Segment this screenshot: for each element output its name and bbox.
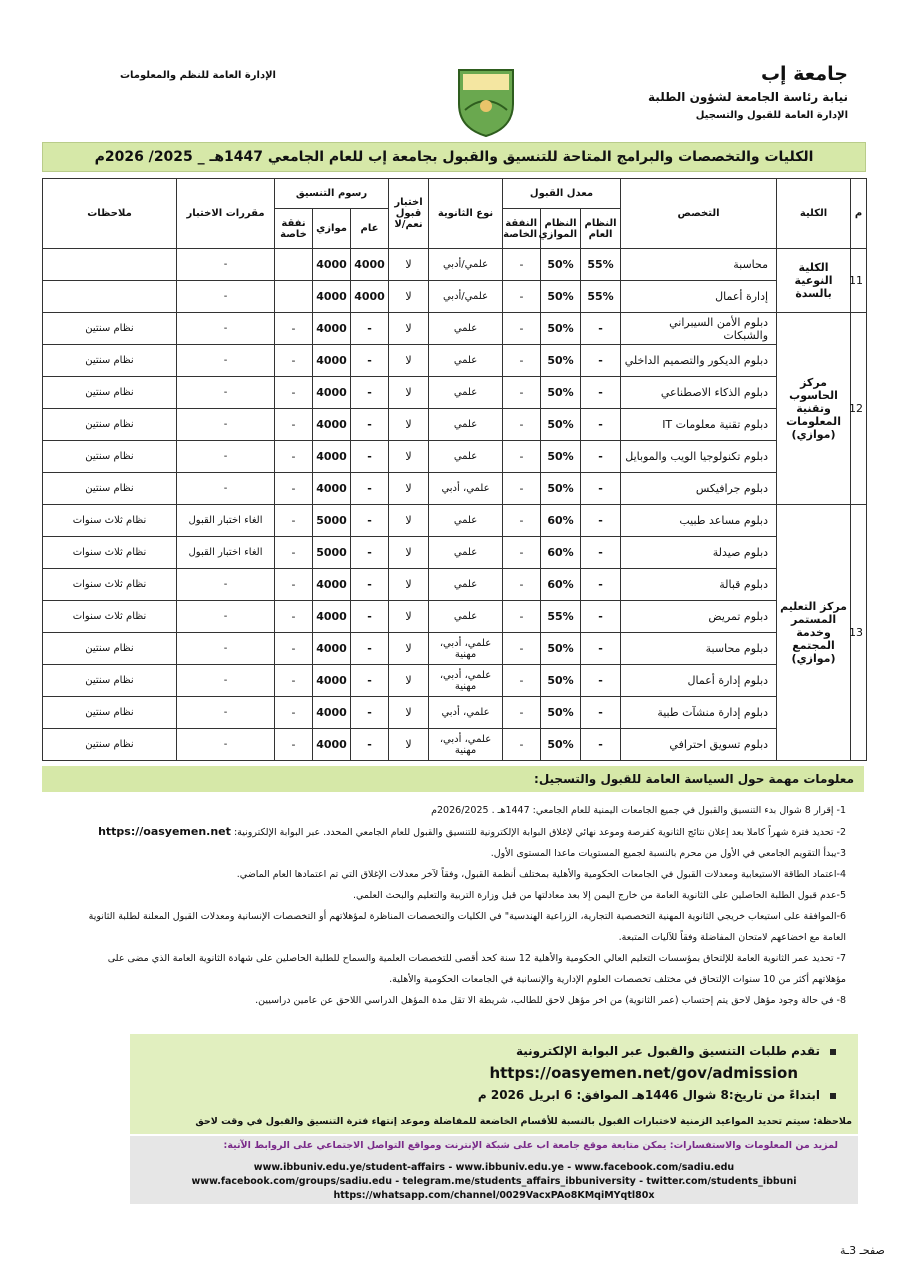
fee-private-cell [275, 249, 313, 281]
test-courses-cell: - [177, 377, 275, 409]
school-type-cell: علمي، أدبي، مهنية [429, 633, 503, 665]
rate-general-cell: - [581, 473, 621, 505]
rate-general-cell: - [581, 409, 621, 441]
fee-general-cell: - [351, 473, 389, 505]
test-courses-cell: - [177, 473, 275, 505]
table-row [43, 345, 867, 377]
th-fee-general: عام [351, 209, 389, 249]
rate-parallel-cell: 50% [541, 697, 581, 729]
test-courses-cell: - [177, 633, 275, 665]
table-row [43, 633, 867, 665]
test-courses-cell: - [177, 601, 275, 633]
rate-parallel-cell: 50% [541, 729, 581, 761]
rate-parallel-cell: 50% [541, 441, 581, 473]
contacts-links-row2[interactable]: www.facebook.com/groups/sadiu.edu - telegram.me/students_affairs_ibbuniversity - twitter.com/students_ibbuni [191, 1176, 797, 1187]
table-row [43, 665, 867, 697]
fee-parallel-cell: 4000 [313, 409, 351, 441]
specialty-cell: دبلوم محاسبة [621, 633, 777, 665]
test-courses-cell: الغاء اختبار القبول [177, 505, 275, 537]
row-number: 13 [851, 505, 867, 761]
fee-private-cell: - [275, 313, 313, 345]
specialty-cell: دبلوم صيدلة [621, 537, 777, 569]
test-courses-cell: - [177, 665, 275, 697]
test-cell: لا [389, 697, 429, 729]
remarks-cell: نظام ثلاث سنوات [43, 601, 177, 633]
fee-general-cell: - [351, 505, 389, 537]
page-title: الكليات والتخصصات والبرامج المتاحة للتنسيق والقبول بجامعة إب للعام الجامعي 1447هـ _ 2025/ 2026م [42, 142, 866, 172]
school-type-cell: علمي [429, 505, 503, 537]
table-row [43, 281, 867, 313]
rate-parallel-cell: 50% [541, 281, 581, 313]
remarks-cell: نظام سنتين [43, 441, 177, 473]
rate-parallel-cell: 50% [541, 249, 581, 281]
info-item: 5-عدم قبول الطلبة الحاصلين على الثانوية العامة من خارج اليمن إلا بعد معادلتها من قبل وزارة التربية والتعليم والبحث العلمي. [352, 890, 846, 901]
rate-parallel-cell: 50% [541, 633, 581, 665]
test-courses-cell: - [177, 281, 275, 313]
table-row [43, 729, 867, 761]
th-college: الكلية [777, 179, 851, 249]
table-row [43, 441, 867, 473]
rate-general-cell: 55% [581, 249, 621, 281]
table-row [43, 537, 867, 569]
fee-private-cell [275, 281, 313, 313]
test-cell: لا [389, 281, 429, 313]
info-item: 2- تحديد فترة شهراً كاملا بعد إعلان نتائج الثانوية كفرصة وموعد نهائي لإغلاق البوابة الإلكترونية للتنسيق والقبول للعام الجامعي المحدد. عبر البوابة الإلكترونية: https://oasyemen.net [98, 825, 846, 838]
fee-parallel-cell: 4000 [313, 377, 351, 409]
th-fee-parallel: موازي [313, 209, 351, 249]
table-row [43, 377, 867, 409]
university-logo-icon [455, 62, 517, 138]
rate-parallel-cell: 60% [541, 505, 581, 537]
test-cell: لا [389, 569, 429, 601]
th-test: اختبار قبول نعم/لا [389, 179, 429, 249]
rate-private-cell: - [503, 377, 541, 409]
rate-general-cell: - [581, 729, 621, 761]
fee-general-cell: - [351, 537, 389, 569]
fee-general-cell: 4000 [351, 281, 389, 313]
fee-general-cell: - [351, 377, 389, 409]
rate-general-cell: - [581, 441, 621, 473]
test-cell: لا [389, 537, 429, 569]
fee-general-cell: - [351, 601, 389, 633]
school-type-cell: علمي، أدبي [429, 473, 503, 505]
contacts-question: لمزيد من المعلومات والاستفسارات: يمكن متابعة موقع جامعة اب على شبكة الإنترنت ومواقع التواصل الاجتماعي على الروابط الآتية: [223, 1140, 838, 1151]
table-row [43, 313, 867, 345]
specialty-cell: دبلوم تسويق احترافي [621, 729, 777, 761]
school-type-cell: علمي [429, 441, 503, 473]
fee-parallel-cell: 4000 [313, 313, 351, 345]
rate-general-cell: - [581, 569, 621, 601]
remarks-cell: نظام سنتين [43, 345, 177, 377]
school-type-cell: علمي/أدبي [429, 281, 503, 313]
college-cell: مركز الحاسوب وتقنية المعلومات (موازي) [777, 313, 851, 505]
specialty-cell: محاسبة [621, 249, 777, 281]
rate-general-cell: - [581, 377, 621, 409]
rate-private-cell: - [503, 441, 541, 473]
specialty-cell: دبلوم الذكاء الاصطناعي [621, 377, 777, 409]
school-type-cell: علمي [429, 409, 503, 441]
rate-general-cell: - [581, 665, 621, 697]
specialty-cell: دبلوم جرافيكس [621, 473, 777, 505]
rate-private-cell: - [503, 281, 541, 313]
rate-private-cell: - [503, 473, 541, 505]
info-item: 1- إقرار 8 شوال بدء التنسيق والقبول في جميع الجامعات اليمنية للعام الجامعي: 1447هـ . 2026/2025م [431, 805, 846, 816]
row-number: 12 [851, 313, 867, 505]
rate-general-cell: - [581, 697, 621, 729]
rate-private-cell: - [503, 409, 541, 441]
remarks-cell: نظام سنتين [43, 665, 177, 697]
rate-private-cell: - [503, 601, 541, 633]
specialty-cell: دبلوم الديكور والتصميم الداخلي [621, 345, 777, 377]
remarks-cell [43, 249, 177, 281]
test-cell: لا [389, 505, 429, 537]
school-type-cell: علمي/أدبي [429, 249, 503, 281]
rate-parallel-cell: 50% [541, 409, 581, 441]
test-cell: لا [389, 377, 429, 409]
fee-parallel-cell: 5000 [313, 505, 351, 537]
th-num: م [851, 179, 867, 249]
fee-private-cell: - [275, 569, 313, 601]
deputyship-name: نيابة رئاسة الجامعة لشؤون الطلبة [648, 90, 848, 104]
th-fee-private: نفقة خاصة [275, 209, 313, 249]
rate-parallel-cell: 50% [541, 665, 581, 697]
test-courses-cell: - [177, 697, 275, 729]
specialty-cell: دبلوم إدارة منشآت طبية [621, 697, 777, 729]
fee-general-cell: - [351, 569, 389, 601]
fee-parallel-cell: 4000 [313, 601, 351, 633]
page-number: صفحـ 3ـة [840, 1244, 885, 1257]
table-row [43, 505, 867, 537]
rate-parallel-cell: 60% [541, 569, 581, 601]
fee-private-cell: - [275, 633, 313, 665]
info-item: 8- في حالة وجود مؤهل لاحق يتم إحتساب (عمر الثانوية) من اخر مؤهل لاحق للطالب، شريطة الا تقل مدة المؤهل الدراسي اللاحق عن عامين دراسيين. [255, 995, 846, 1006]
bullet-icon [830, 1049, 836, 1055]
rate-private-cell: - [503, 633, 541, 665]
rate-general-cell: 55% [581, 281, 621, 313]
fee-private-cell: - [275, 377, 313, 409]
fee-private-cell: - [275, 441, 313, 473]
fee-general-cell: - [351, 729, 389, 761]
rate-private-cell: - [503, 537, 541, 569]
remarks-cell: نظام سنتين [43, 697, 177, 729]
info-item: 6-الموافقة على استيعاب خريجي الثانوية المهنية التخصصية التجارية، الزراعية الهندسية" في الكليات والتخصصات المناظرة لمؤهلاتهم أو التخصصات الإنسانية ومعدلات القبول المعلنة لطلبة الثانوية [88, 911, 846, 922]
info-item: مؤهلاتهم أكثر من 10 سنوات الإلتحاق في مختلف تخصصات العلوم الإدارية والإنسانية في الجامعات الحكومية والأهلية. [389, 974, 846, 985]
fee-parallel-cell: 4000 [313, 729, 351, 761]
th-rate: معدل القبول [503, 179, 621, 209]
specialty-cell: إدارة أعمال [621, 281, 777, 313]
test-cell: لا [389, 249, 429, 281]
table-row [43, 409, 867, 441]
fee-parallel-cell: 4000 [313, 345, 351, 377]
th-rate-private: النفقة الخاصة [503, 209, 541, 249]
test-courses-cell: - [177, 313, 275, 345]
fee-parallel-cell: 4000 [313, 249, 351, 281]
rate-private-cell: - [503, 569, 541, 601]
rate-private-cell: - [503, 345, 541, 377]
rate-general-cell: - [581, 633, 621, 665]
th-test-courses: مقررات الاختبار [177, 179, 275, 249]
school-type-cell: علمي [429, 569, 503, 601]
remarks-cell: نظام سنتين [43, 377, 177, 409]
info-item: 3-يبدأ التقويم الجامعي في الأول من محرم بالنسبة لجميع المستويات ماعدا المستوى الأول. [490, 848, 846, 859]
test-cell: لا [389, 601, 429, 633]
table-row [43, 569, 867, 601]
test-courses-cell: - [177, 441, 275, 473]
school-type-cell: علمي [429, 313, 503, 345]
th-rate-general: النظام العام [581, 209, 621, 249]
fee-parallel-cell: 4000 [313, 441, 351, 473]
test-cell: لا [389, 313, 429, 345]
specialty-cell: دبلوم قبالة [621, 569, 777, 601]
info-heading-text: معلومات مهمة حول السياسة العامة للقبول والتسجيل: [534, 772, 854, 786]
school-type-cell: علمي، أدبي [429, 697, 503, 729]
test-cell: لا [389, 633, 429, 665]
test-cell: لا [389, 473, 429, 505]
rate-parallel-cell: 50% [541, 313, 581, 345]
fee-parallel-cell: 5000 [313, 537, 351, 569]
contacts-box [130, 1136, 858, 1204]
test-courses-cell: - [177, 249, 275, 281]
fee-private-cell: - [275, 601, 313, 633]
remarks-cell: نظام ثلاث سنوات [43, 569, 177, 601]
fee-private-cell: - [275, 697, 313, 729]
college-cell: مركز التعليم المستمر وخدمة المجتمع (موازي) [777, 505, 851, 761]
contacts-links-row3[interactable]: https://whatsapp.com/channel/0029VacxPAo8KMqiMYqtl80x [333, 1190, 655, 1201]
school-type-cell: علمي، أدبي، مهنية [429, 665, 503, 697]
th-school-type: نوع الثانوية [429, 179, 503, 249]
test-cell: لا [389, 441, 429, 473]
systems-dept: الإدارة العامة للنظم والمعلومات [120, 70, 276, 81]
fee-general-cell: - [351, 345, 389, 377]
apply-date: ابتداءً من تاريخ:8 شوال 1446هـ الموافق: 6 ابريل 2026 م [478, 1088, 836, 1102]
remarks-cell: نظام سنتين [43, 409, 177, 441]
test-cell: لا [389, 345, 429, 377]
info-heading [42, 766, 864, 792]
fee-general-cell: - [351, 313, 389, 345]
fee-private-cell: - [275, 505, 313, 537]
test-courses-cell: الغاء اختبار القبول [177, 537, 275, 569]
info-item: 7- تحديد عمر الثانوية العامة للإلتحاق بمؤسسات التعليم العالي الحكومية والأهلية 12 سنة كحد أقصى للتخصصات العلمية والسماح للطلبة الحاصلين على شهادة الثانوية العامة الذي مضى على [107, 953, 846, 964]
test-cell: لا [389, 729, 429, 761]
rate-private-cell: - [503, 665, 541, 697]
fee-private-cell: - [275, 409, 313, 441]
specialty-cell: دبلوم تكنولوجيا الويب والموبايل [621, 441, 777, 473]
specialty-cell: دبلوم تقنية معلومات IT [621, 409, 777, 441]
rate-parallel-cell: 55% [541, 601, 581, 633]
fee-general-cell: - [351, 409, 389, 441]
university-name: جامعة إب [760, 63, 848, 85]
rate-private-cell: - [503, 505, 541, 537]
rate-general-cell: - [581, 345, 621, 377]
fee-private-cell: - [275, 665, 313, 697]
college-cell: الكلية النوعية بالسدة [777, 249, 851, 313]
fee-general-cell: - [351, 633, 389, 665]
rate-parallel-cell: 50% [541, 345, 581, 377]
fee-general-cell: - [351, 441, 389, 473]
rate-general-cell: - [581, 313, 621, 345]
fee-private-cell: - [275, 729, 313, 761]
bullet-icon [830, 1093, 836, 1099]
remarks-cell: نظام سنتين [43, 473, 177, 505]
info-list [34, 800, 846, 1011]
school-type-cell: علمي [429, 345, 503, 377]
portal-link[interactable]: https://oasyemen.net [98, 825, 231, 838]
th-fees: رسوم التنسيق [275, 179, 389, 209]
school-type-cell: علمي [429, 601, 503, 633]
test-courses-cell: - [177, 729, 275, 761]
fee-general-cell: 4000 [351, 249, 389, 281]
table-row [43, 697, 867, 729]
remarks-cell: نظام سنتين [43, 313, 177, 345]
test-courses-cell: - [177, 409, 275, 441]
school-type-cell: علمي، أدبي، مهنية [429, 729, 503, 761]
fee-private-cell: - [275, 473, 313, 505]
specialty-cell: دبلوم الأمن السيبراني والشبكات [621, 313, 777, 345]
th-specialty: التخصص [621, 179, 777, 249]
rate-private-cell: - [503, 249, 541, 281]
programs-table [42, 178, 867, 761]
fee-parallel-cell: 4000 [313, 473, 351, 505]
rate-general-cell: - [581, 537, 621, 569]
bottom-note: ملاحظة: سيتم تحديد المواعيد الزمنية لاختبارات القبول بالنسبة للأقسام الخاضعة للمفاضلة وموعد إنتهاء فترة التنسيق والقبول في وقت لاحق [195, 1116, 852, 1127]
fee-parallel-cell: 4000 [313, 665, 351, 697]
rate-parallel-cell: 60% [541, 537, 581, 569]
rate-private-cell: - [503, 313, 541, 345]
test-cell: لا [389, 665, 429, 697]
admission-dept: الإدارة العامة للقبول والتسجيل [695, 110, 848, 121]
specialty-cell: دبلوم إدارة أعمال [621, 665, 777, 697]
table-row [43, 601, 867, 633]
rate-general-cell: - [581, 601, 621, 633]
rate-private-cell: - [503, 729, 541, 761]
remarks-cell: نظام سنتين [43, 633, 177, 665]
info-item: العامة مع اخضاعهم لامتحان المفاضلة وفقاً للآليات المتبعة. [618, 932, 846, 943]
table-row [43, 473, 867, 505]
rate-parallel-cell: 50% [541, 473, 581, 505]
fee-general-cell: - [351, 665, 389, 697]
header-right [648, 62, 848, 124]
rate-parallel-cell: 50% [541, 377, 581, 409]
info-item: 4-اعتماد الطاقة الاستيعابية ومعدلات القبول في الجامعات الحكومية والأهلية بمختلف أنظمة القبول، وفقاً لآخر معدلات الإغلاق التي تم اعتمادها العام الماضي. [236, 869, 846, 880]
table-row [43, 249, 867, 281]
fee-parallel-cell: 4000 [313, 697, 351, 729]
fee-private-cell: - [275, 345, 313, 377]
rate-general-cell: - [581, 505, 621, 537]
th-remarks: ملاحظات [43, 179, 177, 249]
remarks-cell: نظام ثلاث سنوات [43, 537, 177, 569]
school-type-cell: علمي [429, 537, 503, 569]
remarks-cell: نظام سنتين [43, 729, 177, 761]
test-courses-cell: - [177, 569, 275, 601]
specialty-cell: دبلوم تمريض [621, 601, 777, 633]
row-number: 11 [851, 249, 867, 313]
fee-parallel-cell: 4000 [313, 633, 351, 665]
specialty-cell: دبلوم مساعد طبيب [621, 505, 777, 537]
school-type-cell: علمي [429, 377, 503, 409]
fee-general-cell: - [351, 697, 389, 729]
fee-parallel-cell: 4000 [313, 281, 351, 313]
fee-parallel-cell: 4000 [313, 569, 351, 601]
test-courses-cell: - [177, 345, 275, 377]
test-cell: لا [389, 409, 429, 441]
th-rate-parallel: النظام الموازي [541, 209, 581, 249]
rate-private-cell: - [503, 697, 541, 729]
apply-line1: تقدم طلبات التنسيق والقبول عبر البوابة الإلكترونية [516, 1044, 836, 1058]
remarks-cell [43, 281, 177, 313]
admission-link[interactable]: https://oasyemen.net/gov/admission [489, 1064, 798, 1082]
fee-private-cell: - [275, 537, 313, 569]
contacts-links-row1[interactable]: www.ibbuniv.edu.ye/student-affairs - www.ibbuniv.edu.ye - www.facebook.com/sadiu.edu [253, 1162, 735, 1173]
remarks-cell: نظام ثلاث سنوات [43, 505, 177, 537]
